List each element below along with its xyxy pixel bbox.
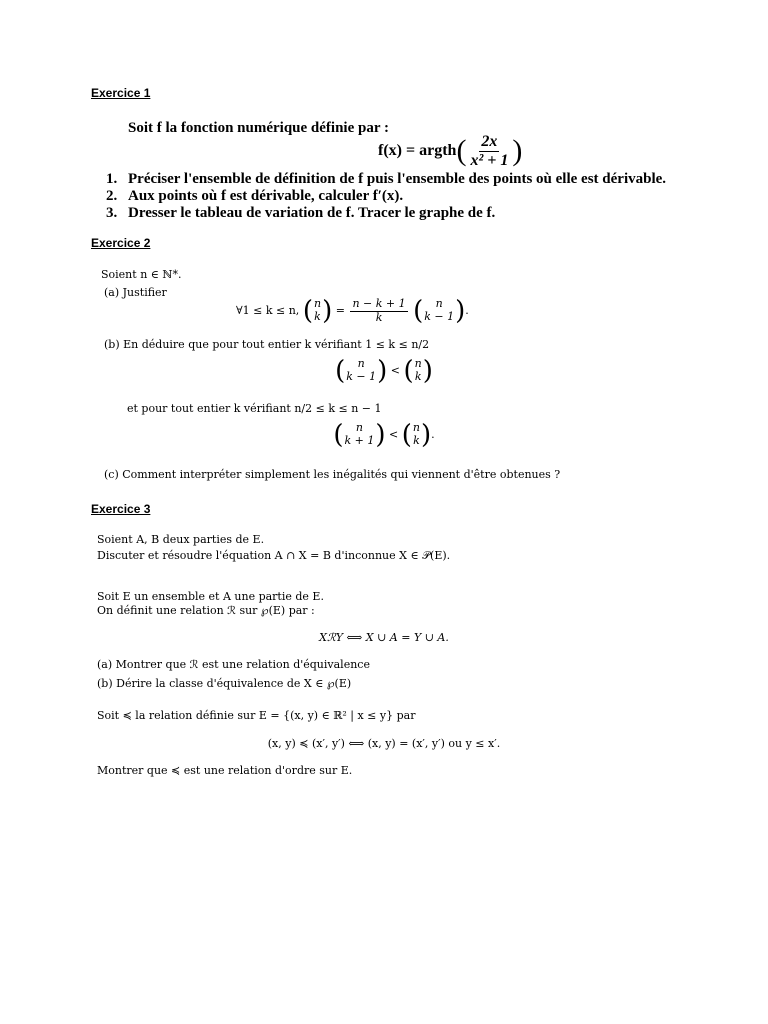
ex1-formula-lhs: f(x) = argth bbox=[378, 141, 457, 159]
ex1-item-3-text: Dresser le tableau de variation de f. Tracer le graphe de f. bbox=[128, 205, 496, 221]
exercise-1-heading: Exercice 1 bbox=[91, 86, 151, 100]
ex1-item-2 bbox=[106, 188, 403, 205]
ex2-part-b-middle: et pour tout entier k vérifiant n/2 ≤ k ≤ n − 1 bbox=[127, 402, 382, 415]
ex1-intro: Soit f la fonction numérique définie par : bbox=[128, 120, 389, 136]
ex3-p3-line1: Soit ≼ la relation définie sur E = {(x, y) ∈ ℝ² | x ≤ y} par bbox=[97, 709, 416, 722]
ex3-p2-b: (b) Dérire la classe d'équivalence de X ∈ ℘(E) bbox=[97, 677, 352, 690]
ex2-intro: Soient n ∈ ℕ*. bbox=[101, 268, 182, 281]
ex3-p2-line1: Soit E un ensemble et A une partie de E. bbox=[97, 590, 324, 603]
ex3-p1-line1: Soient A, B deux parties de E. bbox=[97, 533, 265, 546]
ex3-p1-line2: Discuter et résoudre l'équation A ∩ X = B d'inconnue X ∈ 𝒫(E). bbox=[97, 549, 451, 562]
ex2-a-eq: = bbox=[335, 304, 345, 317]
ex1-item-1 bbox=[106, 171, 666, 188]
ex3-p2-a: (a) Montrer que ℛ est une relation d'équivalence bbox=[97, 658, 370, 671]
ex1-item-1-text: Préciser l'ensemble de définition de f puis l'ensemble des points où elle est dérivable. bbox=[128, 171, 667, 187]
binom-n-k: n k bbox=[313, 297, 322, 323]
ex2-part-b-inequality-2: ( n k + 1 ) < ( n k ). bbox=[333, 420, 435, 450]
ex3-p3-formula: (x, y) ≼ (x′, y′) ⟺ (x, y) = (x′, y′) ou y ≤ x′. bbox=[267, 737, 501, 750]
ex2-a-lhs: ∀1 ≤ k ≤ n, bbox=[236, 304, 300, 317]
ex2-a-denominator: k bbox=[375, 310, 383, 324]
exercise-2-heading: Exercice 2 bbox=[91, 236, 151, 250]
ex2-part-a-label: (a) Justifier bbox=[104, 286, 167, 299]
ex1-formula: f(x) = argth( $\frac{2x}{\text{x² + 1}}$ ) bbox=[378, 133, 523, 169]
ex1-item-3-number: 3. bbox=[106, 205, 118, 221]
ex1-formula-numerator: 2x bbox=[481, 133, 498, 150]
ex2-part-a-formula: ∀1 ≤ k ≤ n, ( n k ) = $\frac{n - k + 1}{k}$ ( n k − 1 ). bbox=[236, 296, 469, 326]
exercise-3-heading: Exercice 3 bbox=[91, 502, 151, 516]
ex3-p3-line2: Montrer que ≼ est une relation d'ordre sur E. bbox=[97, 764, 353, 777]
ex1-formula-denominator: x² + 1 bbox=[470, 151, 509, 169]
ex2-part-b-label: (b) En déduire que pour tout entier k vérifiant 1 ≤ k ≤ n/2 bbox=[104, 338, 430, 351]
ex1-item-3 bbox=[106, 205, 495, 222]
ex3-p2-line2: On définit une relation ℛ sur ℘(E) par : bbox=[97, 604, 315, 617]
ex1-item-2-text: Aux points où f est dérivable, calculer f′(x). bbox=[128, 188, 404, 204]
binom-n-k-minus-1: n k − 1 bbox=[424, 297, 455, 323]
ex2-part-b-inequality-1: ( n k − 1 ) < ( n k ) bbox=[335, 356, 433, 386]
ex2-part-c-label: (c) Comment interpréter simplement les inégalités qui viennent d'être obtenues ? bbox=[104, 468, 561, 481]
ex2-a-numerator: n − k + 1 bbox=[352, 297, 406, 311]
ex1-item-2-number: 2. bbox=[106, 188, 118, 204]
ex3-p2-formula: XℛY ⟺ X ∪ A = Y ∪ A. bbox=[319, 631, 449, 644]
ex1-item-1-number: 1. bbox=[106, 171, 118, 187]
